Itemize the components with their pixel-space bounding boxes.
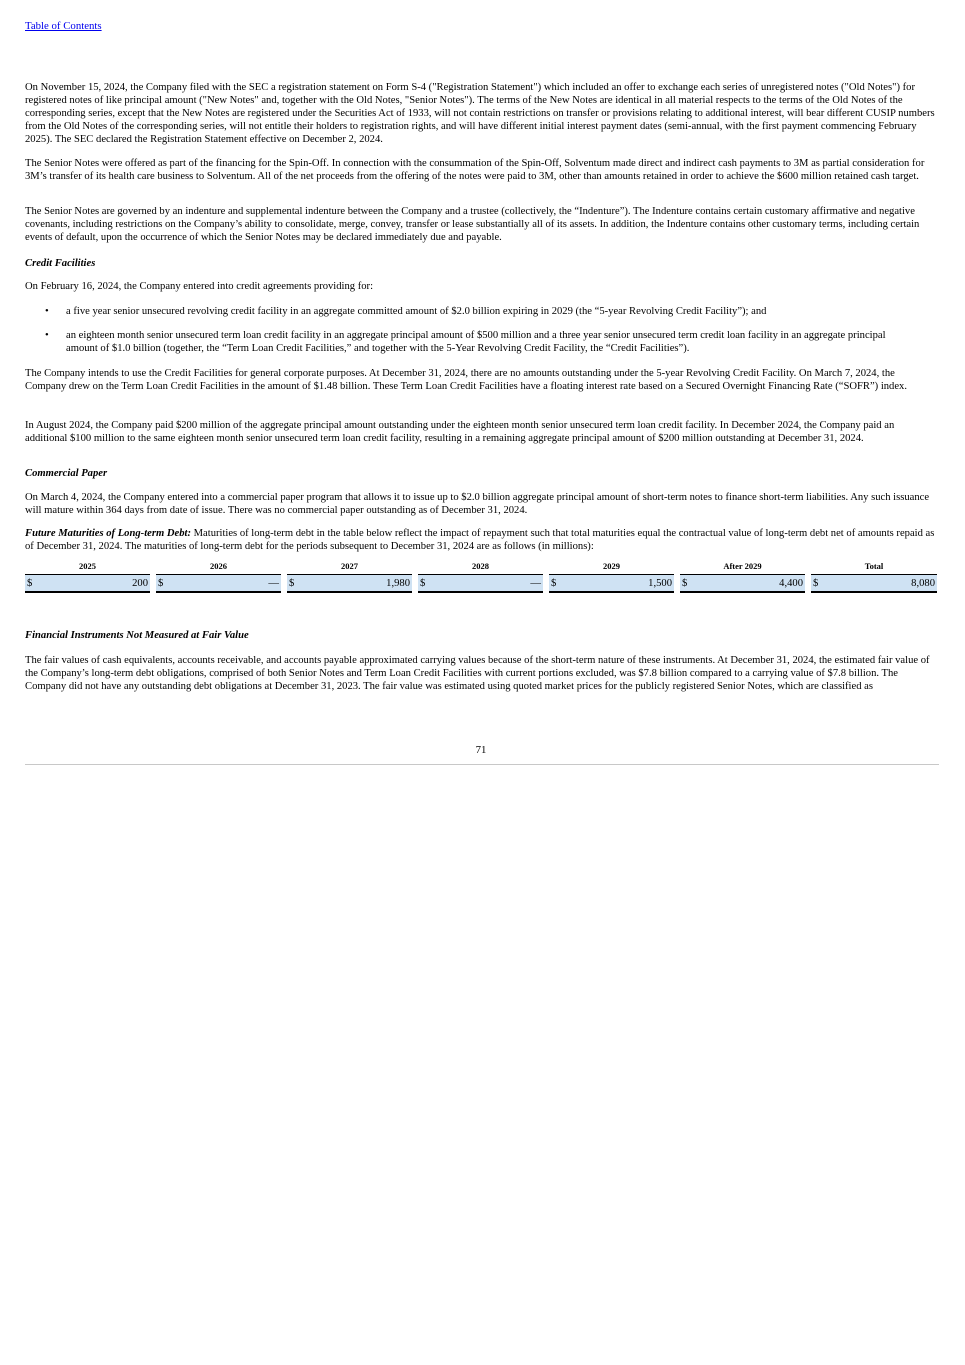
- currency-symbol: $: [289, 577, 295, 589]
- bullet-marker: •: [45, 306, 49, 317]
- cell-value: —: [268, 577, 279, 589]
- bullet-marker: •: [45, 330, 49, 341]
- currency-symbol: $: [158, 577, 164, 589]
- bullet-text: a five year senior unsecured revolving credit facility in an aggregate committed amount of $2.0 billion expiring in 2029 (the “5-year Revolving Credit Facility”); and: [66, 306, 767, 317]
- heading-financial-instruments: Financial Instruments Not Measured at Fair Value: [25, 630, 249, 641]
- heading-commercial-paper: Commercial Paper: [25, 468, 108, 479]
- paragraph-commercial-paper: On March 4, 2024, the Company entered into a commercial paper program that allows it to issue up to $2.0 billion aggregate principal amount of short-term notes to finance short-term liabilities. Any such issuance will mature within 364 days from date of issue. There was no commercial paper outstanding as of December 31, 2024.: [25, 492, 930, 516]
- table-cell: [25, 575, 150, 593]
- table-cell: [811, 575, 937, 593]
- currency-symbol: $: [27, 577, 33, 589]
- paragraph-future-maturities: [25, 527, 937, 553]
- table-cell: [156, 575, 281, 593]
- column-header: Total: [811, 560, 937, 575]
- heading-credit-facilities: Credit Facilities: [25, 258, 96, 269]
- cell-value: 4,400: [779, 577, 803, 589]
- column-header: 2027: [287, 560, 412, 575]
- paragraph-credit-agreements: On February 16, 2024, the Company entered into credit agreements providing for:: [25, 281, 374, 292]
- page-number: 71: [475, 744, 487, 756]
- paragraph-indenture: The Senior Notes are governed by an indenture and supplemental indenture between the Company and a trustee (collectively, the “Indenture”). The Indenture contains certain customary affirmative and negative covenants, including restrictions on the Company’s ability to consolidate, merge, convey, transfer or lease substantially all of its assets. In addition, the Indenture contains other customary terms, including certain events of default, upon the occurrence of which the Senior Notes may be declared immediately due and payable.: [25, 206, 920, 243]
- column-header: 2028: [418, 560, 543, 575]
- maturities-table: [25, 560, 937, 593]
- table-of-contents-link[interactable]: Table of Contents: [25, 20, 102, 32]
- cell-value: 1,500: [648, 577, 672, 589]
- table-cell: [418, 575, 543, 593]
- paragraph-credit-facility-use: The Company intends to use the Credit Facilities for general corporate purposes. At December 31, 2024, there are no amounts outstanding under the 5-year Revolving Credit Facility. On March 7, 2024, the Company drew on the Term Loan Credit Facilities in the amount of $1.48 billion. These Term Loan Credit Facilities have a floating interest rate based on a Secured Overnight Financing Rate (“SOFR”) index.: [25, 368, 908, 392]
- future-maturities-text: Maturities of long-term debt in the table below reflect the impact of repayment such that total maturities equal the contractual value of long-term debt net of amounts repaid as of December 31, 2024. The maturities of long-term debt for the periods subsequent to December 31, 2024 are as follows (in millions):: [25, 528, 935, 552]
- column-header: 2025: [25, 560, 150, 575]
- cell-value: —: [530, 577, 541, 589]
- table-row: [25, 575, 937, 593]
- paragraph-senior-notes-offering: The Senior Notes were offered as part of the financing for the Spin-Off. In connection with the consummation of the Spin-Off, Solventum made direct and indirect cash payments to 3M as partial consideration for 3M’s transfer of its health care business to Solventum. All of the net proceeds from the offering of the notes were paid to 3M, other than amounts retained in order to achieve the $600 million retained cash target.: [25, 158, 925, 182]
- currency-symbol: $: [420, 577, 426, 589]
- cell-value: 200: [132, 577, 148, 589]
- table-cell: [287, 575, 412, 593]
- page-divider: [25, 764, 939, 765]
- column-header: 2026: [156, 560, 281, 575]
- cell-value: 1,980: [386, 577, 410, 589]
- column-header: After 2029: [680, 560, 805, 575]
- table-cell: [549, 575, 674, 593]
- currency-symbol: $: [682, 577, 688, 589]
- currency-symbol: $: [813, 577, 819, 589]
- paragraph-term-loan-repayment: In August 2024, the Company paid $200 million of the aggregate principal amount outstanding under the eighteen month senior unsecured term loan credit facility. In December 2024, the Company paid an additional $100 million to the same eighteen month senior unsecured term loan credit facility, resulting in a remaining aggregate principal amount of $200 million outstanding at December 31, 2024.: [25, 420, 895, 444]
- future-maturities-lead: Future Maturities of Long-term Debt:: [25, 528, 191, 539]
- bullet-text: an eighteen month senior unsecured term loan credit facility in an aggregate principal amount of $500 million and a three year senior unsecured term credit loan facility in an aggregate principal amount of $1.0 billion (together, the “Term Loan Credit Facilities,” and together with the 5-Year Revolving Credit Facility, the “Credit Facilities”).: [66, 330, 886, 354]
- maturities-header-row: [25, 560, 937, 575]
- currency-symbol: $: [551, 577, 557, 589]
- table-cell: [680, 575, 805, 593]
- paragraph-fair-value: The fair values of cash equivalents, accounts receivable, and accounts payable approximated carrying values because of the short-term nature of these instruments. At December 31, 2024, the estimated fair value of the Company’s long-term debt obligations, comprised of both Senior Notes and Term Loan Credit Facilities with current portions excluded, was $7.8 billion compared to a carrying value of $7.8 billion. The Company did not have any outstanding debt obligations at December 31, 2023. The fair value was estimated using quoted market prices for the publicly registered Senior Notes, which are classified as: [25, 655, 930, 692]
- paragraph-registration-statement: On November 15, 2024, the Company filed with the SEC a registration statement on Form S-4 ("Registration Statement") which included an offer to exchange each series of unregistered notes ("Old Notes") for registered notes of like principal amount ("New Notes" and, together with the Old Notes, "Senior Notes"). The terms of the New Notes are identical in all material respects to the terms of the Old Notes of the corresponding series, except that the New Notes are registered under the Securities Act of 1933, will not contain restrictions on transfer or provisions relating to additional interest, will bear different CUSIP numbers from the Old Notes of the corresponding series, will not entitle their holders to registration rights, and will have different initial interest payment dates (semi-annual, with the first payment commencing February 2025). The SEC declared the Registration Statement effective on December 2, 2024.: [25, 82, 935, 145]
- column-header: 2029: [549, 560, 674, 575]
- cell-value: 8,080: [911, 577, 935, 589]
